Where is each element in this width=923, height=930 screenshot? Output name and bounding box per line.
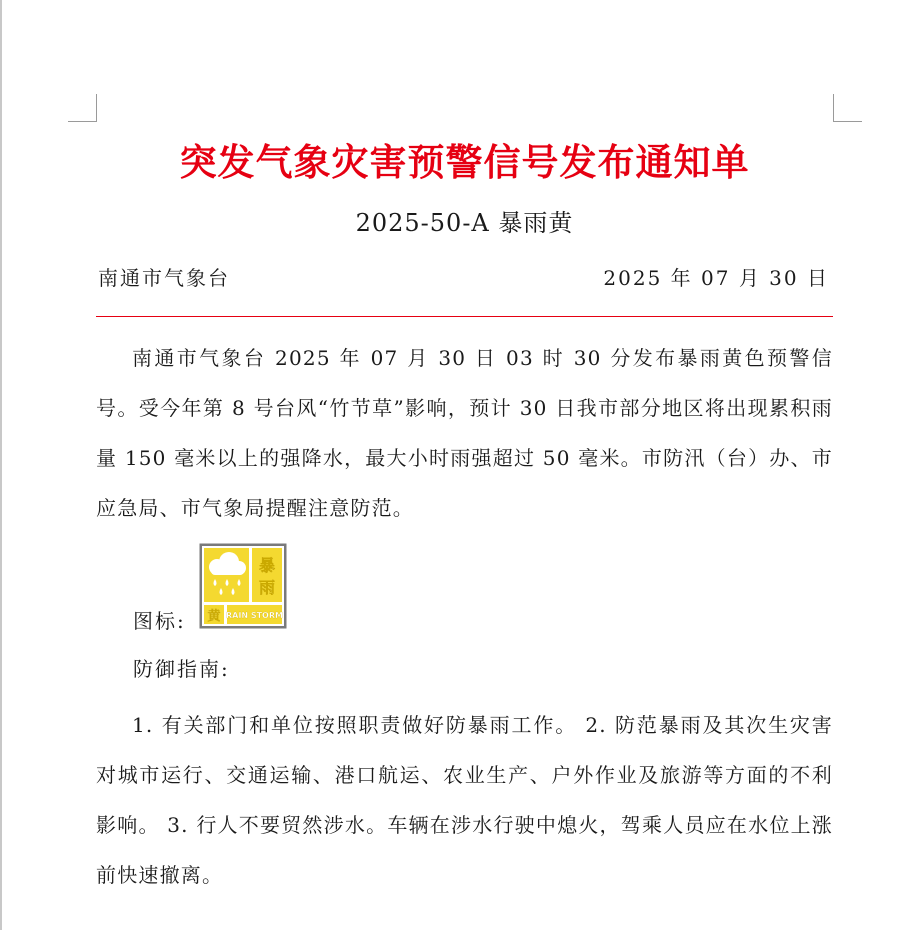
icon-text-main-2: 雨 xyxy=(258,578,276,597)
icon-level-text: 黄 xyxy=(207,609,221,624)
icon-text-main-1: 暴 xyxy=(258,556,276,575)
issuer: 南通市气象台 xyxy=(98,266,230,290)
guide-label: 防御指南: xyxy=(133,657,230,681)
margin-marker-top-right xyxy=(833,94,862,122)
guide-paragraph: 1. 有关部门和单位按照职责做好防暴雨工作。 2. 防范暴雨及其次生灾害对城市运行、交通运输、港口航运、农业生产、户外作业及旅游等方面的不利影响。 3. 行人不要贸然涉水。车辆在涉水行驶中熄火，驾乘人员应在水位上涨前快速撤离。 xyxy=(96,713,833,887)
icon-label: 图标: xyxy=(133,609,186,633)
rainstorm-yellow-warning-icon xyxy=(199,543,287,629)
document-title: 突发气象灾害预警信号发布通知单 xyxy=(179,140,750,184)
warning-code: 2025-50-A 暴雨黄 xyxy=(355,209,574,237)
header-divider xyxy=(96,316,833,317)
icon-en-text: RAIN STORM xyxy=(226,611,283,620)
page-left-edge xyxy=(0,0,2,930)
margin-marker-top-left xyxy=(68,94,97,122)
body-paragraph: 南通市气象台 2025 年 07 月 30 日 03 时 30 分发布暴雨黄色预警信号。受今年第 8 号台风“竹节草”影响，预计 30 日我市部分地区将出现累积雨量 150 毫米以上的强降水，最大小时雨强超过 50 毫米。市防汛（台）办、市应急局、市气象局提醒注意防范。 xyxy=(96,346,833,520)
issue-date: 2025 年 07 月 30 日 xyxy=(603,266,829,290)
